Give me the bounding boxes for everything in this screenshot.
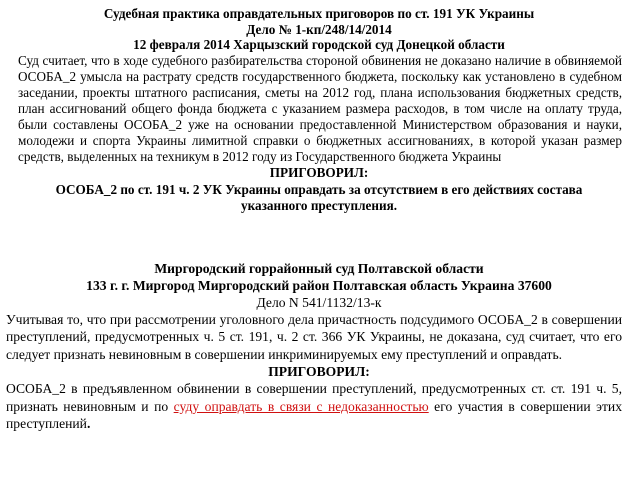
verdict-title: ПРИГОВОРИЛ: <box>268 364 370 380</box>
court-reasoning-paragraph: Суд считает, что в ходе судебного разбирательства стороной обвинения не доказано наличие в обвиняемой ОСОБА_2 умысла на растрату средств государственного бюджета, поскольку как установлено в судебном заседании, проекты штатного расписания, сметы на 2012 год, плана использования бюджетных средств, план ассигнований общего фонда бюджета с указанием размера расходов, в том числе на оплату труда, были составлены ОСОБА_2 уже на основании предоставленной Министерством образования и науки, молодежи и спорта Украины лимитной справки о бюджетных ассигнованиях, в которой указан размер средств, выделенных на техникум в 2012 году из Государственного бюджета Украины <box>18 52 622 165</box>
highlighted-verdict-text: суду оправдать в связи с недоказанностью <box>173 398 429 414</box>
verdict-text: его участия в совершении этих преступлений <box>6 398 622 432</box>
verdict-paragraph <box>6 380 622 432</box>
case-number: Дело № 1-кп/248/14/2014 <box>246 21 392 37</box>
case-number: Дело N 541/1132/13-к <box>256 295 382 310</box>
court-date-line: 12 февраля 2014 Харцызский городской суд Донецкой области <box>133 37 505 52</box>
court-address: 133 г. г. Миргород Миргородский район Полтавская область Украина 37600 <box>86 278 552 293</box>
verdict-line: указанного преступления. <box>241 198 397 214</box>
page-title: Судебная практика оправдательных приговоров по ст. 191 УК Украины <box>103 6 535 21</box>
verdict-text: ОСОБА_2 в предъявленном обвинении в совершении преступлений, предусмотренных ст. ст. 191 ч. 5, признать невиновным и по <box>6 381 622 414</box>
verdict-line: ОСОБА_2 по ст. 191 ч. 2 УК Украины оправдать за отсутствием в его действиях состава <box>55 181 583 197</box>
verdict-period: . <box>86 416 91 432</box>
court-name: Миргородский горрайонный суд Полтавской области <box>154 261 484 276</box>
section-kharcyzsk <box>0 6 638 215</box>
verdict-title: ПРИГОВОРИЛ: <box>269 165 369 181</box>
court-reasoning-paragraph: Учитывая то, что при рассмотрении уголовного дела причастность подсудимого ОСОБА_2 в совершении преступлений, предусмотренных ч. 5 ст. 191, ч. 2 ст. 366 УК Украины, не доказана, суд считает, что его следует признать невиновным в совершении инкриминируемых ему преступлений и оправдать. <box>6 312 622 362</box>
section-myrhorod <box>0 260 638 432</box>
